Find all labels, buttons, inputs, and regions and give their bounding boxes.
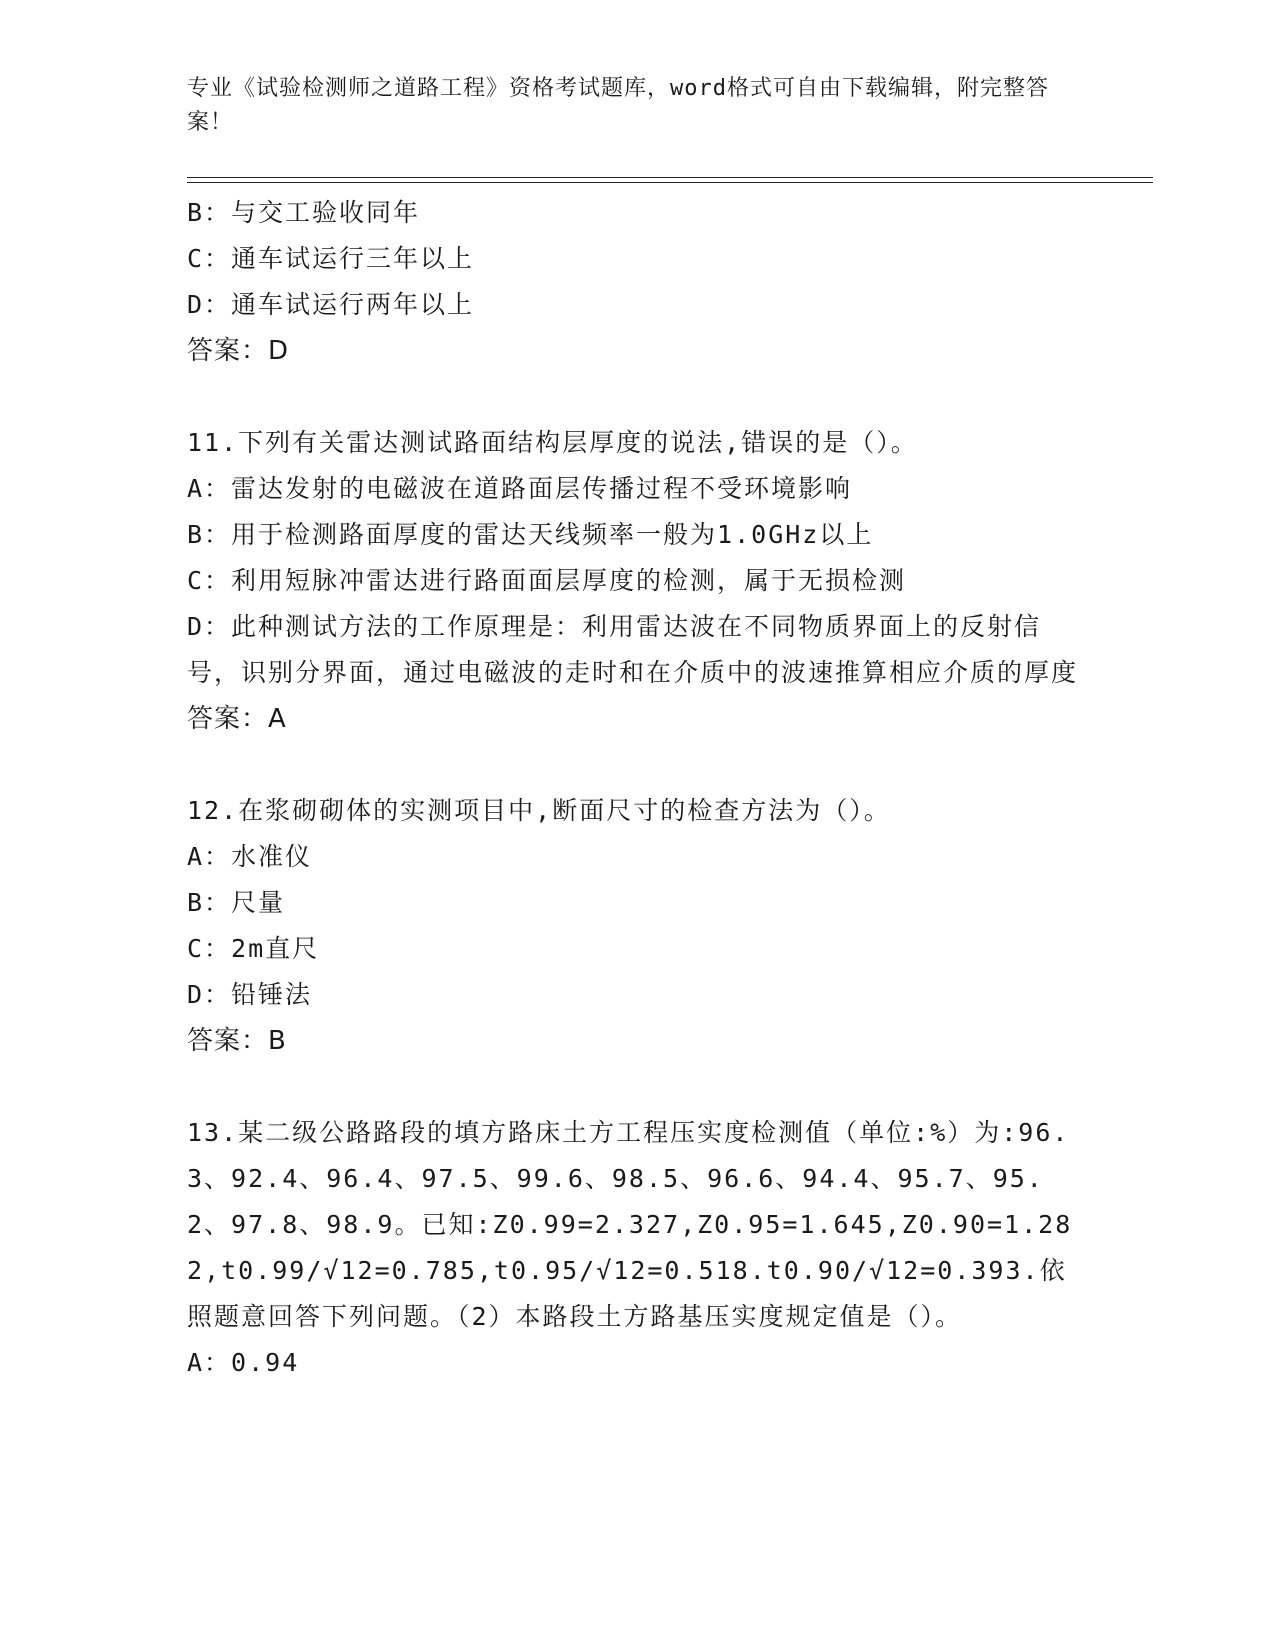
document-header: 专业《试验检测师之道路工程》资格考试题库，word格式可自由下载编辑，附完整答案！ xyxy=(187,76,1049,135)
option-c: C：利用短脉冲雷达进行路面面层厚度的检测，属于无损检测 xyxy=(187,566,907,595)
question-12 xyxy=(187,788,1087,1064)
option-c: C：2m直尺 xyxy=(187,934,320,963)
option-a: A：0.94 xyxy=(187,1348,300,1377)
option-b: B：用于检测路面厚度的雷达天线频率一般为1.0GHz以上 xyxy=(187,520,874,549)
option-d: D：此种测试方法的工作原理是：利用雷达波在不同物质界面上的反射信号，识别分界面，通过电磁波的走时和在介质中的波速推算相应介质的厚度 xyxy=(187,612,1079,687)
answer-line: 答案：B xyxy=(187,1026,287,1056)
question-stem: 12.在浆砌砌体的实测项目中,断面尺寸的检查方法为（）。 xyxy=(187,796,891,825)
answer-line: 答案：D xyxy=(187,336,290,366)
header-divider-bottom xyxy=(187,182,1153,183)
option-a: A：水准仪 xyxy=(187,842,313,871)
header-divider-top xyxy=(187,177,1153,178)
option-d: D：铅锤法 xyxy=(187,980,313,1009)
previous-question-tail xyxy=(187,190,1087,374)
question-11 xyxy=(187,420,1087,742)
option-a: A：雷达发射的电磁波在道路面层传播过程不受环境影响 xyxy=(187,474,853,503)
question-stem: 13.某二级公路路段的填方路床土方工程压实度检测值（单位:%）为:96.3、92.4、96.4、97.5、99.6、98.5、96.6、94.4、95.7、95.2、97.8、98.9。已知:Z0.99=2.327,Z0.95=1.645,Z0.90=1.282,t0.99/√12=0.785,t0.95/√12=0.518.t0.90/√12=0.393.依照题意回答下列问题。（2）本路段土方路基压实度规定值是（）。 xyxy=(187,1118,1073,1331)
option-b: B：与交工验收同年 xyxy=(187,198,421,227)
document-body xyxy=(187,190,1087,1386)
answer-line: 答案：A xyxy=(187,704,287,734)
option-b: B：尺量 xyxy=(187,888,286,917)
option-d: D：通车试运行两年以上 xyxy=(187,290,475,319)
question-13 xyxy=(187,1110,1087,1386)
question-stem: 11.下列有关雷达测试路面结构层厚度的说法,错误的是（）。 xyxy=(187,428,918,457)
option-c: C：通车试运行三年以上 xyxy=(187,244,475,273)
